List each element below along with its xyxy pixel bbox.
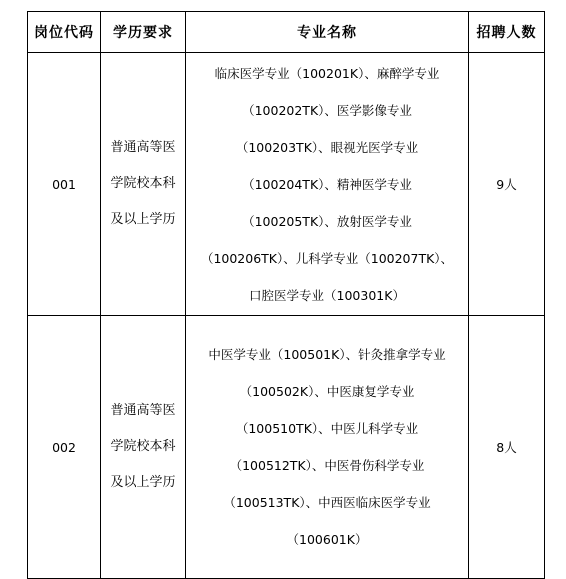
major-line: （100206TK）、儿科学专业（100207TK）、 <box>200 250 454 266</box>
major-line: （100202TK）、医学影像专业 <box>242 102 412 118</box>
major-line: 中医学专业（100501K）、针灸推拿学专业 <box>208 347 446 362</box>
table-header-row <box>28 12 545 53</box>
recruit-count-cell <box>469 53 545 316</box>
position-code-cell <box>28 53 101 316</box>
major-cell <box>186 53 469 316</box>
education-cell <box>101 53 186 316</box>
table-row <box>28 53 545 316</box>
major-line: （100203TK）、眼视光医学专业 <box>235 139 419 155</box>
major-line: （100204TK）、精神医学专业 <box>242 176 412 192</box>
header-recruit-count: 招聘人数 <box>469 12 545 53</box>
major-line: （100601K） <box>286 532 368 547</box>
major-line: 口腔医学专业（100301K） <box>249 287 405 303</box>
education-line: 及以上学历 <box>110 212 176 227</box>
major-line: （100512TK）、中医骨伤科学专业 <box>229 458 425 473</box>
recruitment-table <box>27 11 545 579</box>
header-position-code: 岗位代码 <box>28 12 101 53</box>
major-line: （100510TK）、中医儿科学专业 <box>235 421 419 436</box>
position-code-cell <box>28 316 101 579</box>
major-line: （100205TK）、放射医学专业 <box>242 213 412 229</box>
education-line: 学院校本科 <box>110 176 176 191</box>
recruit-count: 9人 <box>496 177 517 192</box>
position-code: 002 <box>52 439 76 455</box>
position-code: 001 <box>52 176 76 192</box>
education-line: 及以上学历 <box>110 475 176 490</box>
education-line: 普通高等医 <box>110 403 176 418</box>
header-major-name: 专业名称 <box>186 12 469 53</box>
table-row <box>28 316 545 579</box>
major-line: （100502K）、中医康复学专业 <box>239 384 415 399</box>
major-cell <box>186 316 469 579</box>
education-line: 普通高等医 <box>110 140 176 155</box>
major-line: 临床医学专业（100201K）、麻醉学专业 <box>214 65 440 81</box>
recruit-count-cell <box>469 316 545 579</box>
education-cell <box>101 316 186 579</box>
education-line: 学院校本科 <box>110 439 176 454</box>
recruit-count: 8人 <box>496 440 517 455</box>
major-line: （100513TK）、中西医临床医学专业 <box>223 495 431 510</box>
header-education-requirement: 学历要求 <box>101 12 186 53</box>
